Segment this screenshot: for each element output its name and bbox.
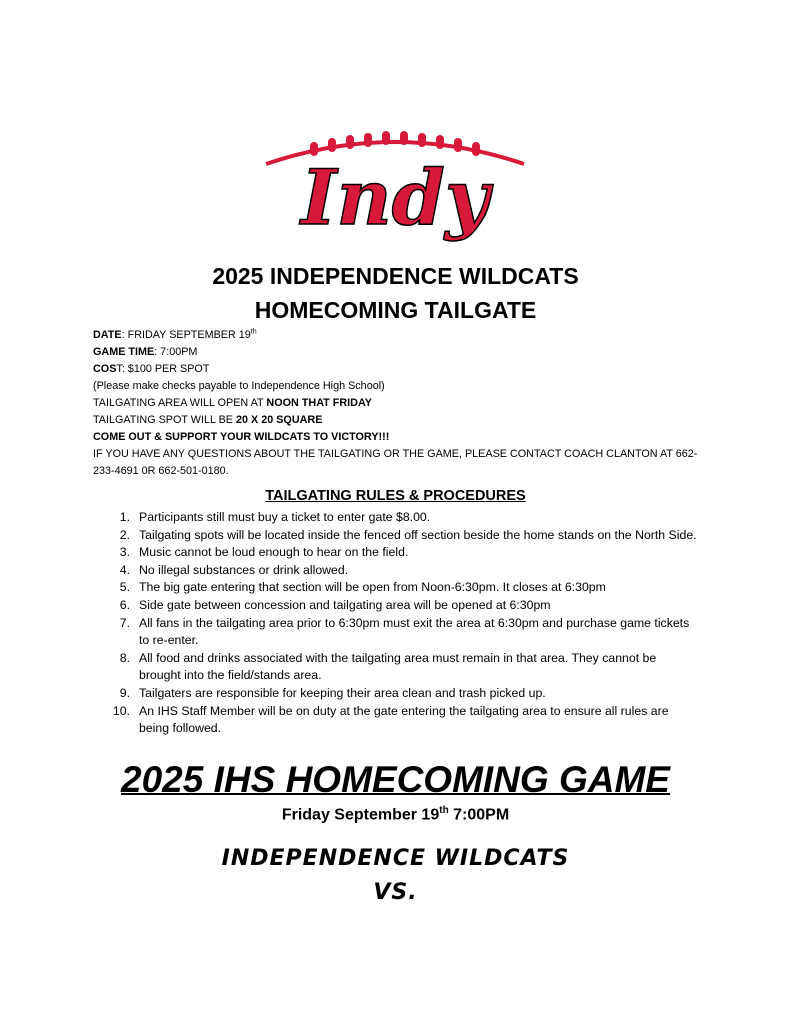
list-item: 5. The big gate entering that section will be open from Noon-6:30pm. It closes at 6:30pm	[119, 580, 606, 595]
support-line: COME OUT & SUPPORT YOUR WILDCATS TO VICTORY!!!	[93, 431, 390, 443]
open-time-line: TAILGATING AREA WILL OPEN AT NOON THAT FRIDAY	[93, 397, 372, 409]
list-item: 9. Tailgaters are responsible for keeping their area clean and trash picked up.	[119, 685, 546, 700]
list-item: 4. No illegal substances or drink allowed.	[119, 562, 349, 577]
versus-label: VS.	[373, 880, 418, 905]
svg-text:Indy: Indy	[300, 153, 490, 242]
cost-line: COST: $100 PER SPOT	[93, 363, 210, 375]
list-item: 3. Music cannot be loud enough to hear on the field.	[119, 545, 409, 560]
date-line: DATE: FRIDAY SEPTEMBER 19th	[93, 328, 257, 341]
home-team: INDEPENDENCE WILDCATS	[221, 846, 570, 871]
list-item: 6. Side gate between concession and tailgating area will be opened at 6:30pm	[119, 597, 551, 612]
spot-size-line: TAILGATING SPOT WILL BE 20 X 20 SQUARE	[93, 414, 323, 426]
rules-list	[113, 509, 698, 738]
list-item: 2. Tailgating spots will be located inside the fenced off section beside the home stands on the North Side.	[119, 527, 697, 542]
game-date: Friday September 19th 7:00PM	[281, 805, 510, 824]
list-item: 1. Participants still must buy a ticket to enter gate $8.00.	[119, 510, 431, 524]
indy-football-logo	[262, 126, 528, 256]
tailgate-details	[93, 327, 713, 480]
list-item: 10. An IHS Staff Member will be on duty at the gate entering the tailgating area to ensure all rules are being followed.	[112, 703, 669, 736]
page-title-line-2: HOMECOMING TAILGATE	[254, 297, 537, 323]
rules-heading: TAILGATING RULES & PROCEDURES	[265, 488, 526, 504]
list-item: 8. All food and drinks associated with the tailgating area must remain in that area. They cannot be brought into the field/stands area.	[119, 650, 657, 683]
page-title-line-1: 2025 INDEPENDENCE WILDCATS	[212, 263, 579, 289]
list-item: 7. All fans in the tailgating area prior to 6:30pm must exit the area at 6:30pm and purchase game tickets to re-enter.	[119, 615, 690, 648]
game-time-line: GAME TIME: 7:00PM	[93, 346, 198, 358]
contact-line: IF YOU HAVE ANY QUESTIONS ABOUT THE TAILGATING OR THE GAME, PLEASE CONTACT COACH CLANTON AT 662-233-4691 0R 662-501-0180.	[93, 448, 698, 477]
checks-note: (Please make checks payable to Independence High School)	[93, 380, 385, 392]
game-title: 2025 IHS HOMECOMING GAME	[121, 759, 670, 800]
